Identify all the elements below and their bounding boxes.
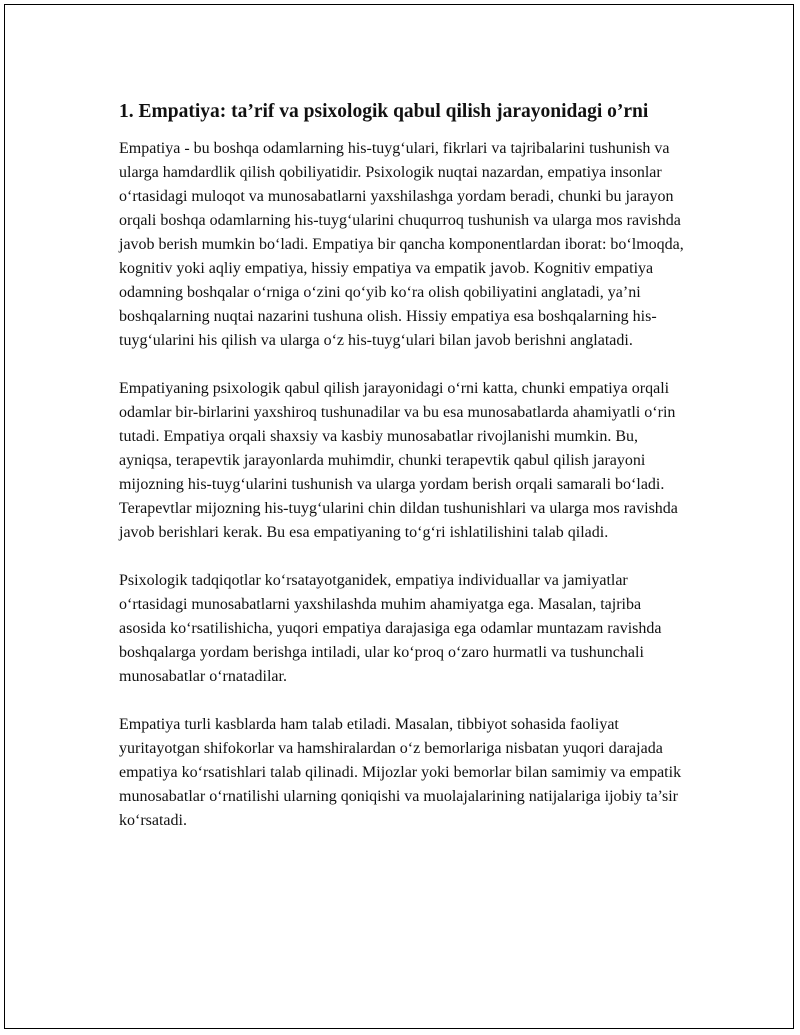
document-page	[4, 4, 794, 1029]
document-content	[119, 99, 685, 857]
section-heading: 1. Empatiya: ta’rif va psixologik qabul qilish jarayonidagi o’rni	[119, 101, 649, 122]
paragraph-professions: Empatiya turli kasblarda ham talab etiladi. Masalan, tibbiyot sohasida faoliyat yuritayotgan shifokorlar va hamshiralardan o‘z bemorlariga nisbatan yuqori darajada empatiya ko‘rsatishlari talab qilinadi. Mijozlar yoki bemorlar bilan samimiy va empatik munosabatlar o‘rnatilishi ularning qoniqishi va muolajalarining natijalariga ijobiy ta’sir ko‘rsatadi.	[119, 716, 682, 829]
paragraph-definition: Empatiya - bu boshqa odamlarning his-tuyg‘ulari, fikrlari va tajribalarini tushunish va ularga hamdardlik qilish qobiliyatidir. Psixologik nuqtai nazardan, empatiya insonlar o‘rtasidagi muloqot va munosabatlarni yaxshilashga yordam beradi, chunki bu jarayon orqali boshqa odamlarning his-tuyg‘ularini chuqurroq tushunish va ularga mos ravishda javob berish mumkin bo‘ladi. Empatiya bir qancha komponentlardan iborat: bo‘lmoqda, kognitiv yoki aqliy empatiya, hissiy empatiya va empatik javob. Kognitiv empatiya odamning boshqalar o‘rniga o‘zini qo‘yib ko‘ra olish qobiliyatini anglatadi, ya’ni boshqalarning nuqtai nazarini tushuna olish. Hissiy empatiya esa boshqalarning his-tuyg‘ularini his qilish va ularga o‘z his-tuyg‘ulari bilan javob berishni anglatadi.	[119, 140, 684, 349]
paragraph-research: Psixologik tadqiqotlar ko‘rsatayotganidek, empatiya individuallar va jamiyatlar o‘rtasidagi munosabatlarni yaxshilashda muhim ahamiyatga ega. Masalan, tajriba asosida ko‘rsatilishicha, yuqori empatiya darajasiga ega odamlar muntazam ravishda boshqalarga yordam berishga intiladi, ular ko‘proq o‘zaro hurmatli va tushunchali munosabatlar o‘rnatadilar.	[119, 572, 662, 685]
paragraph-role: Empatiyaning psixologik qabul qilish jarayonidagi o‘rni katta, chunki empatiya orqali odamlar bir-birlarini yaxshiroq tushunadilar va bu esa munosabatlarda ahamiyatli o‘rin tutadi. Empatiya orqali shaxsiy va kasbiy munosabatlar rivojlanishi mumkin. Bu, ayniqsa, terapevtik jarayonlarda muhimdir, chunki terapevtik qabul qilish jarayoni mijozning his-tuyg‘ularini tushunish va ularga yordam berish orqali samarali bo‘ladi. Terapevtlar mijozning his-tuyg‘ularini chin dildan tushunishlari va ularga mos ravishda javob berishlari kerak. Bu esa empatiyaning to‘g‘ri ishlatilishini talab qiladi.	[119, 380, 678, 541]
